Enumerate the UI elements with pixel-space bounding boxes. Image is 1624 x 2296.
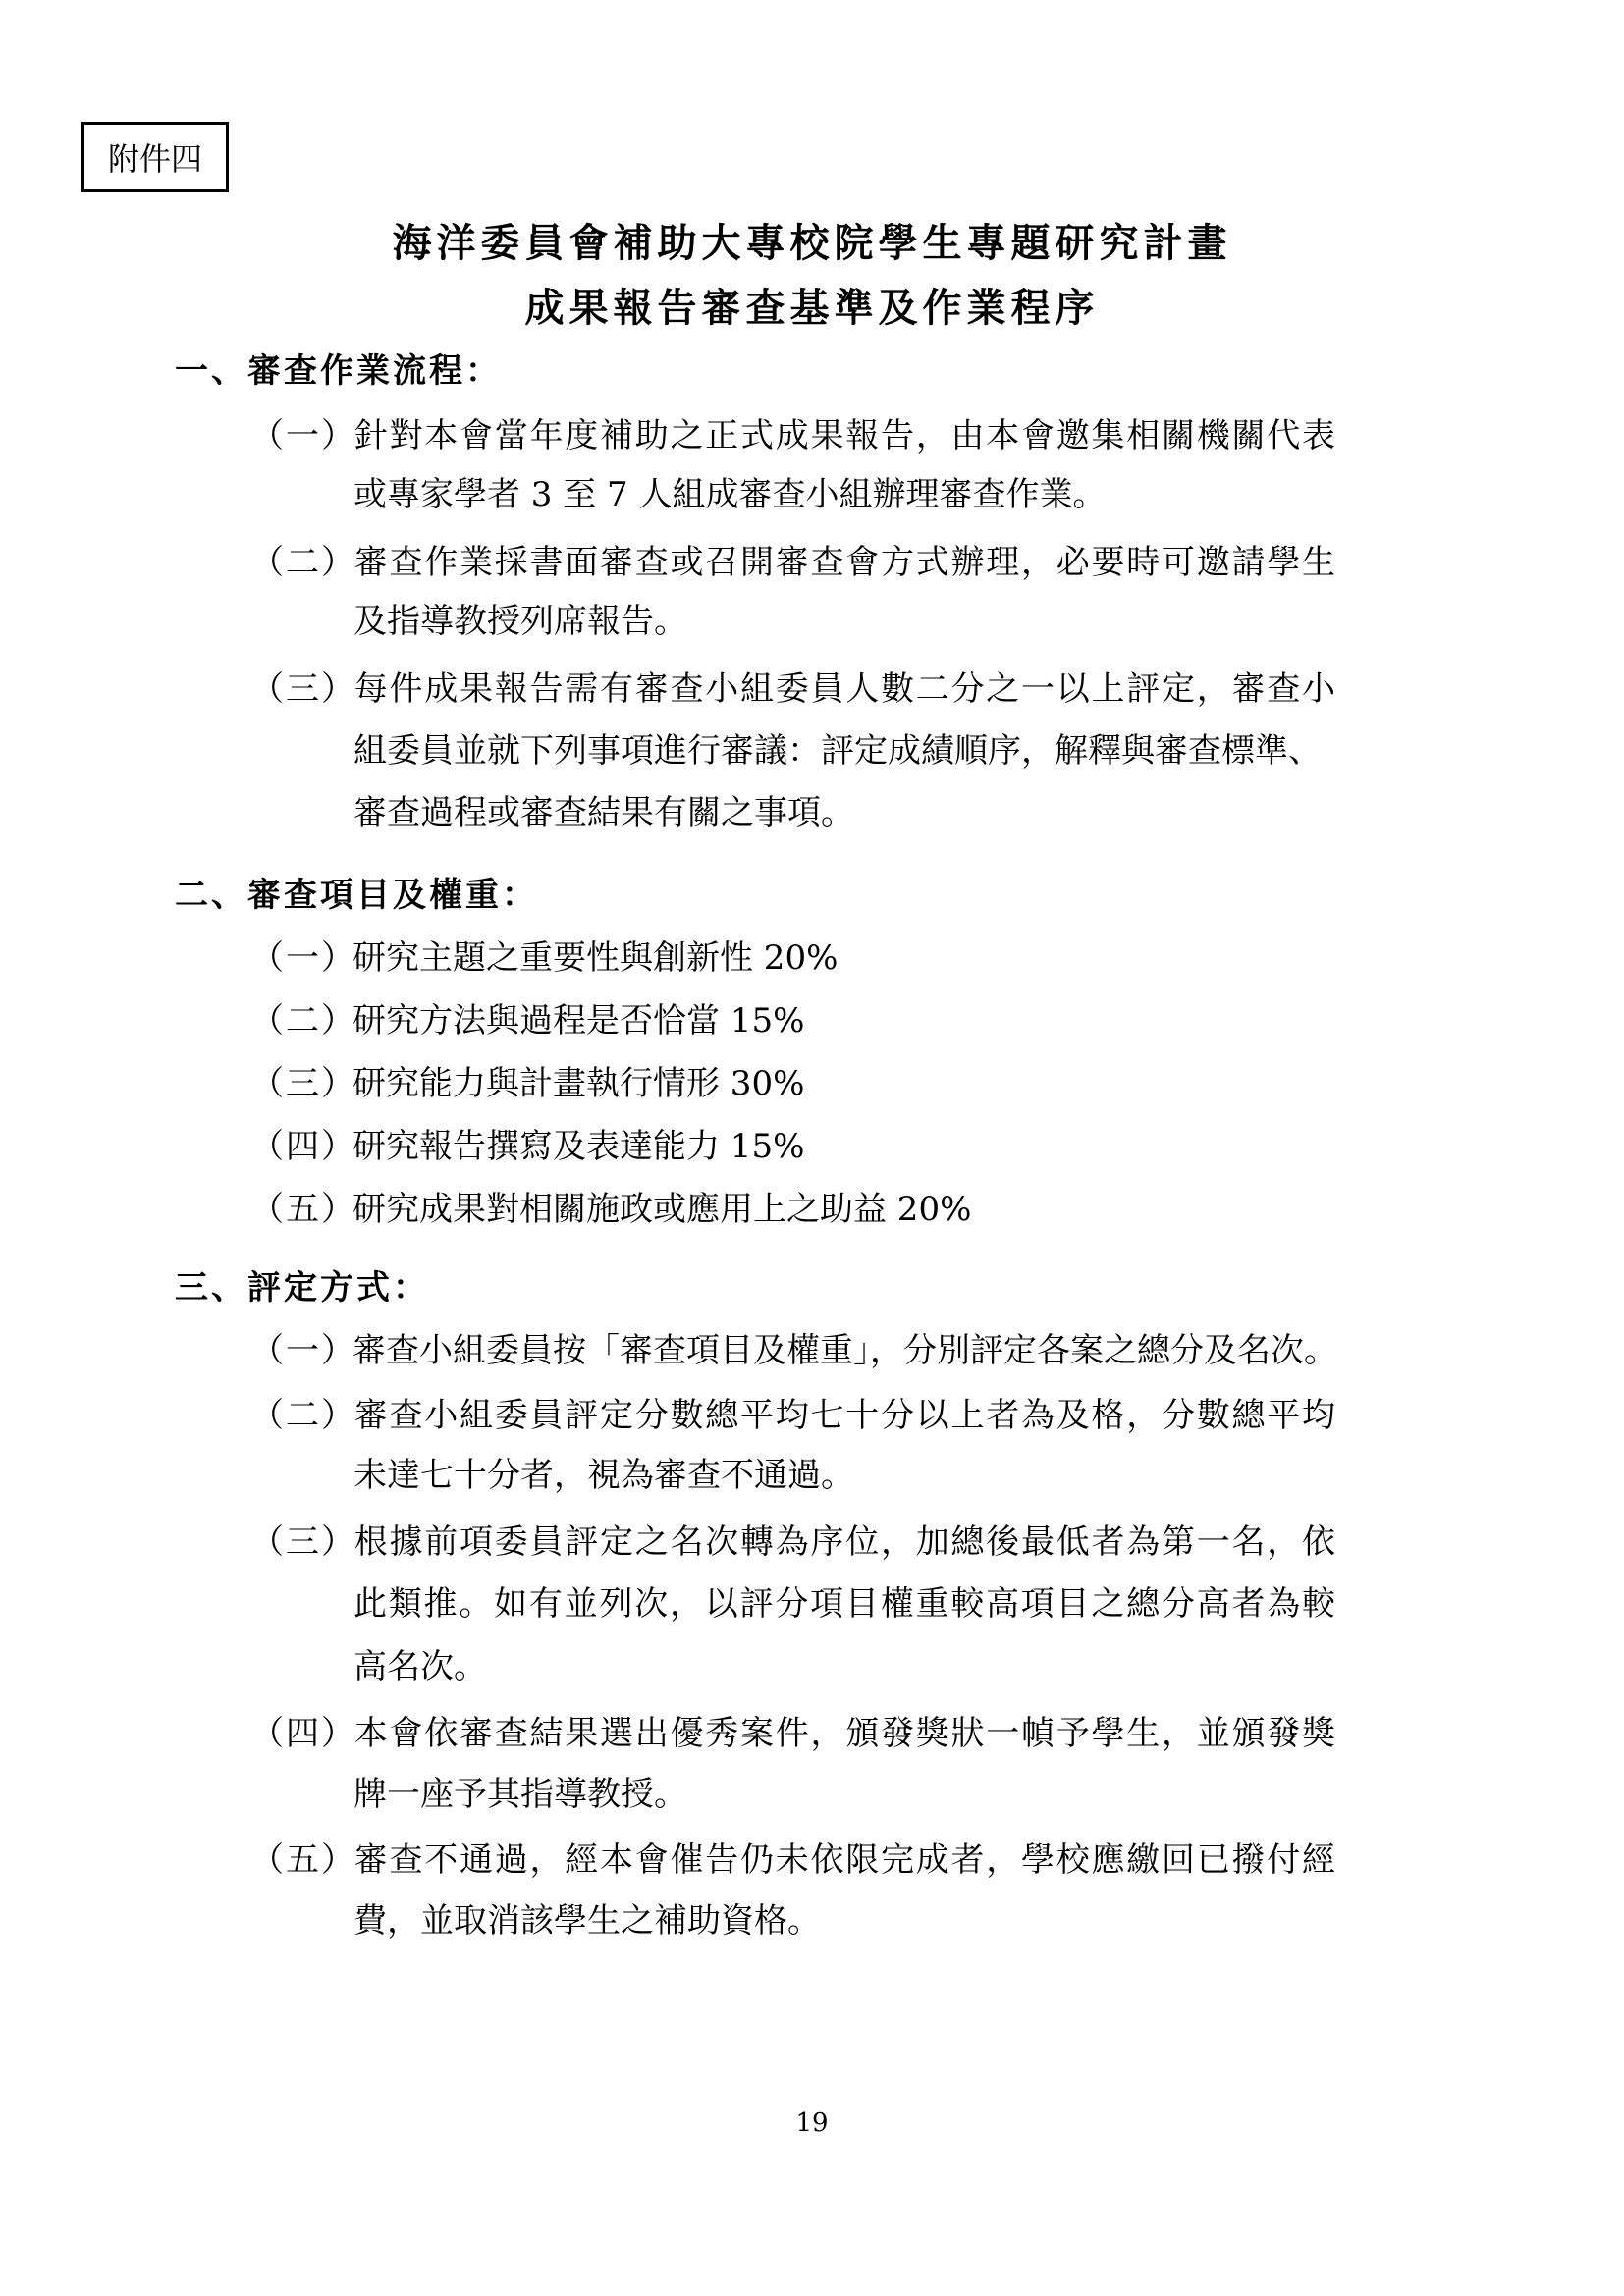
list-item xyxy=(250,1056,804,1104)
page-number: 19 xyxy=(795,2109,829,2138)
item-number: （三） xyxy=(250,669,356,709)
list-item xyxy=(250,1182,971,1230)
item-number: （三） xyxy=(250,1522,356,1562)
item-continuation: 及指導教授列席報告。 xyxy=(353,602,687,641)
list-item xyxy=(250,662,1335,710)
item-continuation: 此類推。如有並列次，以評分項目權重較高項目之總分高者為較 xyxy=(353,1584,1335,1624)
item-text: 研究主題之重要性與創新性 20% xyxy=(352,938,839,978)
item-text: 審查作業採書面審查或召開審查會方式辦理，必要時可邀請學生 xyxy=(352,543,1335,582)
item-number: （四） xyxy=(250,1714,356,1753)
item-continuation: 牌一座予其指導教授。 xyxy=(353,1775,687,1814)
item-text: 審查不通過，經本會催告仍未依限完成者，學校應繳回已撥付經 xyxy=(352,1841,1335,1880)
item-number: （五） xyxy=(250,1190,356,1229)
item-number: （二） xyxy=(250,1001,356,1041)
item-text: 研究成果對相關施政或應用上之助益 20% xyxy=(352,1190,972,1229)
item-continuation: 高名次。 xyxy=(353,1647,487,1686)
item-number: （一） xyxy=(250,416,356,455)
item-number: （一） xyxy=(250,938,356,978)
item-continuation: 費，並取消該學生之補助資格。 xyxy=(353,1901,821,1941)
item-number: （二） xyxy=(250,1396,356,1435)
item-continuation: 未達七十分者，視為審查不通過。 xyxy=(353,1456,854,1495)
item-continuation: 或專家學者 3 至 7 人組成審查小組辦理審查作業。 xyxy=(353,475,1107,514)
item-number: （五） xyxy=(250,1841,356,1880)
document-title: 海洋委員會補助大專校院學生專題研究計畫 xyxy=(392,220,1232,266)
list-item xyxy=(250,993,804,1041)
section1-heading: 一、審查作業流程： xyxy=(175,351,502,391)
item-continuation: 審查過程或審查結果有關之事項。 xyxy=(353,793,854,832)
list-item xyxy=(250,931,838,979)
list-item xyxy=(250,535,1335,583)
item-text: 根據前項委員評定之名次轉為序位，加總後最低者為第一名，依 xyxy=(352,1522,1335,1562)
list-item xyxy=(250,1706,1335,1754)
list-item xyxy=(250,408,1335,456)
list-item xyxy=(250,1119,804,1167)
list-item xyxy=(250,1388,1335,1436)
item-text: 每件成果報告需有審查小組委員人數二分之一以上評定，審查小 xyxy=(352,669,1335,709)
item-text: 審查小組委員評定分數總平均七十分以上者為及格，分數總平均 xyxy=(352,1396,1335,1435)
item-text: 針對本會當年度補助之正式成果報告，由本會邀集相關機關代表 xyxy=(352,416,1335,455)
item-text: 研究報告撰寫及表達能力 15% xyxy=(352,1127,805,1166)
list-item xyxy=(250,1833,1335,1881)
section2-heading: 二、審查項目及權重： xyxy=(175,876,538,915)
attachment-label: 附件四 xyxy=(81,122,229,192)
list-item xyxy=(250,1323,1335,1371)
document-subtitle: 成果報告審查基準及作業程序 xyxy=(524,285,1100,331)
list-item xyxy=(250,1515,1335,1563)
item-number: （二） xyxy=(250,543,356,582)
section3-heading: 三、評定方式： xyxy=(175,1268,429,1308)
item-text: 審查小組委員按「審查項目及權重」，分別評定各案之總分及名次。 xyxy=(352,1331,1337,1370)
item-text: 研究能力與計畫執行情形 30% xyxy=(352,1064,805,1103)
item-text: 研究方法與過程是否恰當 15% xyxy=(352,1001,805,1041)
item-number: （四） xyxy=(250,1127,356,1166)
item-number: （三） xyxy=(250,1064,356,1103)
item-number: （一） xyxy=(250,1331,356,1370)
item-text: 本會依審查結果選出優秀案件，頒發獎狀一幀予學生，並頒發獎 xyxy=(352,1714,1335,1753)
item-continuation: 組委員並就下列事項進行審議：評定成績順序，解釋與審查標準、 xyxy=(353,731,1322,771)
